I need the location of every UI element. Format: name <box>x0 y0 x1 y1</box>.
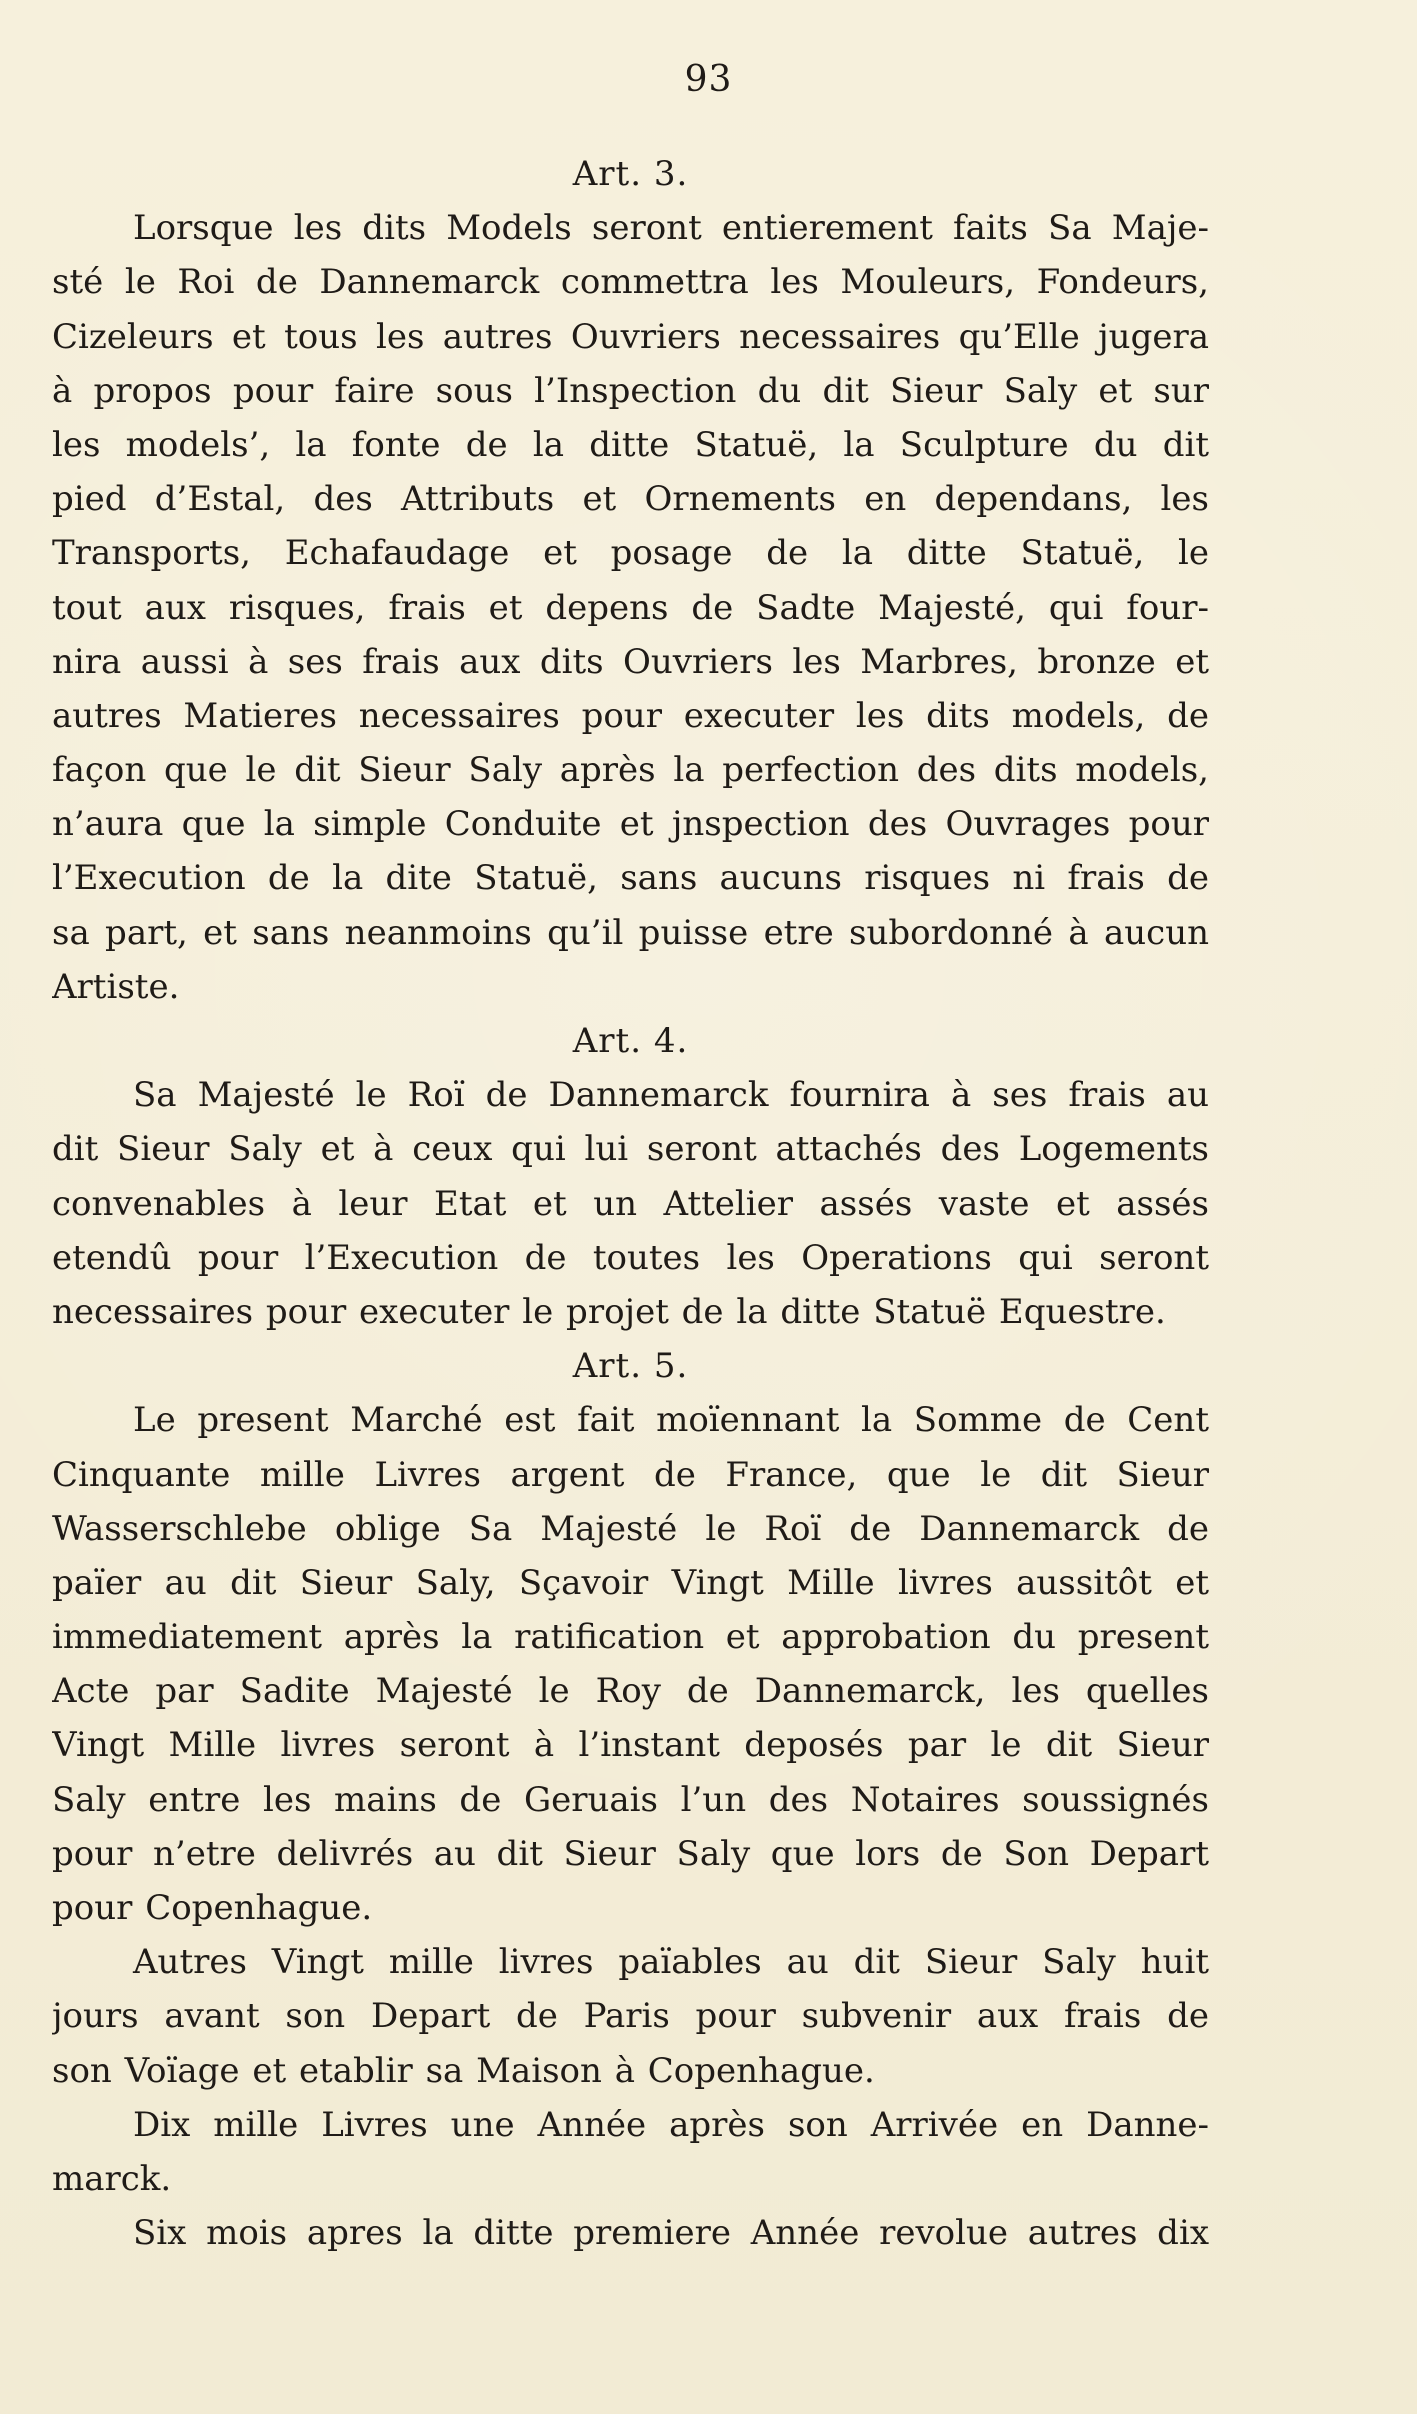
article-3-line: les models’, la fonte de la ditte Statuë, la Sculpture du dit <box>52 424 1209 465</box>
article-5-line: jours avant son Depart de Paris pour subvenir aux frais de <box>52 1996 1209 2037</box>
article-3-line: pied d’Estal, des Attributs et Ornements en dependans, les <box>52 479 1209 520</box>
article-3-heading: Art. 3. <box>572 154 689 194</box>
article-5-line: Six mois apres la ditte premiere Année revolue autres dix <box>133 2213 1209 2254</box>
article-5-line: païer au dit Sieur Saly, Sçavoir Vingt Mille livres aussitôt et <box>52 1562 1209 1603</box>
page-number: 93 <box>684 59 733 100</box>
article-3-line: façon que le dit Sieur Saly après la perfection des dits models, <box>52 750 1209 791</box>
article-4-line: necessaires pour executer le projet de la ditte Statuë Equestre. <box>52 1291 1166 1332</box>
article-3-line: Transports, Echafaudage et posage de la ditte Statuë, le <box>52 533 1209 574</box>
article-5-line: Le present Marché est fait moïennant la Somme de Cent <box>133 1400 1209 1441</box>
article-3-line: sté le Roi de Dannemarck commettra les Mouleurs, Fondeurs, <box>52 262 1209 303</box>
article-4-line: convenables à leur Etat et un Attelier assés vaste et assés <box>52 1183 1209 1224</box>
article-3-line: n’aura que la simple Conduite et jnspection des Ouvrages pour <box>52 804 1209 845</box>
article-5-line: Wasserschlebe oblige Sa Majesté le Roï de Dannemarck de <box>52 1508 1209 1549</box>
article-3-line: autres Matieres necessaires pour executer les dits models, de <box>52 695 1209 736</box>
article-3-line: à propos pour faire sous l’Inspection du dit Sieur Saly et sur <box>52 370 1209 411</box>
article-5-line: Cinquante mille Livres argent de France, que le dit Sieur <box>52 1454 1209 1495</box>
article-3-line: Artiste. <box>52 966 180 1007</box>
article-3-line: sa part, et sans neanmoins qu’il puisse etre subordonné à aucun <box>52 912 1209 953</box>
article-3-line: nira aussi à ses frais aux dits Ouvriers les Marbres, bronze et <box>52 641 1209 682</box>
article-5-line: Saly entre les mains de Geruais l’un des Notaires soussignés <box>52 1779 1209 1820</box>
article-5-line: Autres Vingt mille livres païables au dit Sieur Saly huit <box>133 1942 1209 1983</box>
article-3-line: Lorsque les dits Models seront entierement faits Sa Maje- <box>133 208 1209 249</box>
article-5-line: pour Copenhague. <box>52 1888 373 1928</box>
article-4-line: Sa Majesté le Roï de Dannemarck fournira à ses frais au <box>133 1075 1209 1116</box>
article-4-line: dit Sieur Saly et à ceux qui lui seront attachés des Logements <box>52 1129 1209 1170</box>
article-4-line: etendû pour l’Execution de toutes les Operations qui seront <box>52 1237 1209 1278</box>
article-5-line: Vingt Mille livres seront à l’instant deposés par le dit Sieur <box>52 1725 1209 1766</box>
article-5-line: Acte par Sadite Majesté le Roy de Dannemarck, les quelles <box>52 1671 1209 1712</box>
article-5-line: immediatement après la ratification et approbation du present <box>52 1617 1209 1658</box>
article-3-line: tout aux risques, frais et depens de Sadte Majesté, qui four- <box>52 587 1209 628</box>
article-5-heading: Art. 5. <box>572 1346 689 1387</box>
article-5-line: son Voïage et etablir sa Maison à Copenhague. <box>52 2050 875 2091</box>
article-5-line: Dix mille Livres une Année après son Arrivée en Danne- <box>133 2104 1209 2145</box>
article-4-heading: Art. 4. <box>572 1021 689 1061</box>
article-5-line: pour n’etre delivrés au dit Sieur Saly que lors de Son Depart <box>52 1833 1209 1874</box>
document-text <box>52 147 1209 2260</box>
article-3-line: Cizeleurs et tous les autres Ouvriers necessaires qu’Elle jugera <box>52 316 1209 357</box>
article-3-line: l’Execution de la dite Statuë, sans aucuns risques ni frais de <box>52 858 1209 899</box>
article-5-line: marck. <box>52 2158 172 2199</box>
